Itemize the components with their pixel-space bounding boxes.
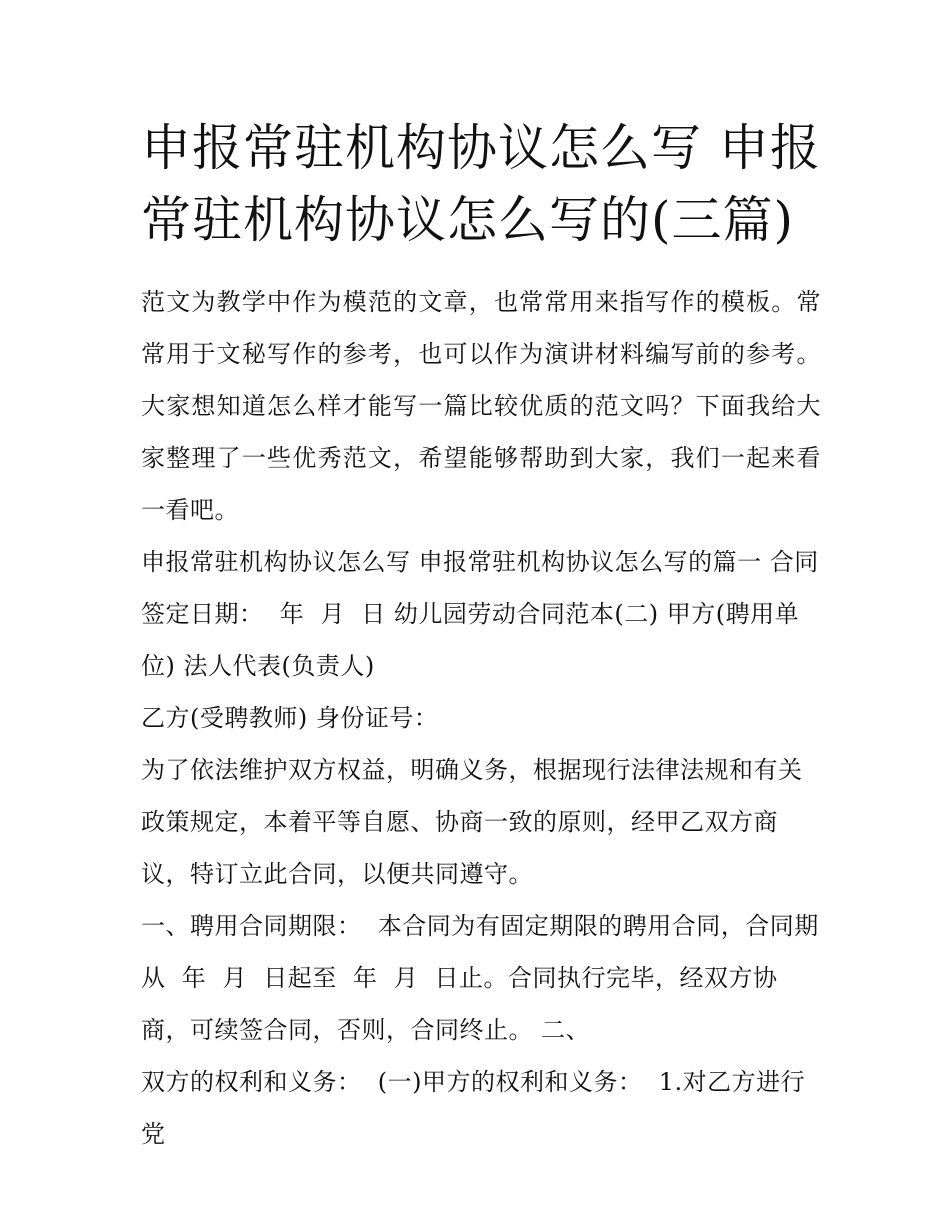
party-b-paragraph: 乙方(受聘教师) 身份证号：	[141, 704, 439, 732]
contract-term-paragraph: 一、聘用合同期限： 本合同为有固定期限的聘用合同，合同期从 年 月 日起至 年 月 日止。合同执行完毕，经双方协商，可续签合同，否则，合同终止。 二、	[141, 912, 819, 1044]
document-body	[141, 276, 821, 1160]
document-title: 申报常驻机构协议怎么写 申报常驻机构协议怎么写的(三篇)	[141, 119, 821, 249]
contract-heading-paragraph: 申报常驻机构协议怎么写 申报常驻机构协议怎么写的篇一 合同签定日期： 年 月 日 幼儿园劳动合同范本(二) 甲方(聘用单位) 法人代表(负责人)	[141, 548, 819, 680]
intro-paragraph: 范文为教学中作为模范的文章，也常常用来指写作的模板。常常用于文秘写作的参考，也可以作为演讲材料编写前的参考。大家想知道怎么样才能写一篇比较优质的范文吗？下面我给大家整理了一些优秀范文，希望能够帮助到大家，我们一起来看一看吧。	[141, 288, 821, 524]
purpose-paragraph: 为了依法维护双方权益，明确义务，根据现行法律法规和有关政策规定，本着平等自愿、协商一致的原则，经甲乙双方商议，特订立此合同，以便共同遵守。	[141, 756, 803, 888]
rights-duties-paragraph: 双方的权利和义务： (一)甲方的权利和义务： 1.对乙方进行党	[141, 1068, 806, 1148]
